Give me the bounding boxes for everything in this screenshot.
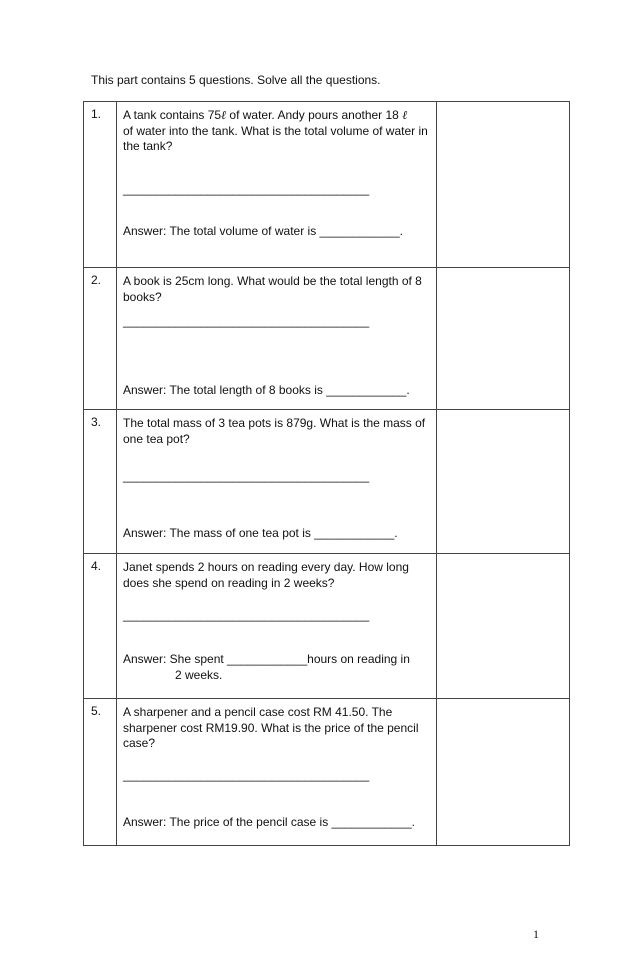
question-text: The total mass of 3 tea pots is 879g. What is the mass of one tea pot? bbox=[123, 416, 426, 446]
question-number: 2. bbox=[91, 273, 102, 287]
working-line: ______________________________________ bbox=[123, 469, 370, 483]
question-number: 1. bbox=[91, 107, 102, 121]
page-number: 1 bbox=[533, 927, 539, 941]
answer-line: Answer: The total length of 8 books is ____________. bbox=[123, 383, 410, 397]
question-row-3 bbox=[84, 410, 570, 554]
marks-cell bbox=[437, 699, 570, 846]
working-line: ______________________________________ bbox=[123, 314, 370, 328]
marks-cell bbox=[437, 102, 570, 268]
question-row-1 bbox=[84, 102, 570, 268]
answer-line: Answer: She spent ____________hours on reading in bbox=[123, 652, 410, 666]
marks-cell bbox=[437, 410, 570, 554]
question-cell bbox=[117, 699, 437, 846]
question-cell bbox=[117, 102, 437, 268]
answer-line: Answer: The mass of one tea pot is ____________. bbox=[123, 526, 398, 540]
question-text: Janet spends 2 hours on reading every day. How long does she spend on reading in 2 weeks? bbox=[123, 560, 409, 590]
question-text: A tank contains 75ℓ of water. Andy pours another 18 ℓ of water into the tank. What is the total volume of water in the tank? bbox=[123, 108, 428, 153]
question-number-cell bbox=[84, 699, 117, 846]
answer-line: Answer: The total volume of water is ____________. bbox=[123, 224, 403, 238]
question-number-cell bbox=[84, 554, 117, 699]
question-number-cell bbox=[84, 102, 117, 268]
marks-cell bbox=[437, 268, 570, 410]
question-text: A book is 25cm long. What would be the total length of 8 books? bbox=[123, 274, 422, 304]
litre-symbol: ℓ bbox=[221, 108, 227, 122]
question-cell bbox=[117, 554, 437, 699]
questions-table bbox=[83, 101, 570, 846]
question-row-2 bbox=[84, 268, 570, 410]
question-row-5 bbox=[84, 699, 570, 846]
instructions-text: This part contains 5 questions. Solve all the questions. bbox=[91, 73, 381, 87]
question-cell bbox=[117, 268, 437, 410]
question-text: A sharpener and a pencil case cost RM 41.50. The sharpener cost RM19.90. What is the price of the pencil case? bbox=[123, 705, 419, 750]
marks-cell bbox=[437, 554, 570, 699]
question-row-4 bbox=[84, 554, 570, 699]
question-number-cell bbox=[84, 410, 117, 554]
working-line: ______________________________________ bbox=[123, 768, 370, 782]
answer-line-continued: 2 weeks. bbox=[175, 668, 223, 682]
question-number-cell bbox=[84, 268, 117, 410]
question-number: 4. bbox=[91, 559, 102, 573]
question-cell bbox=[117, 410, 437, 554]
question-number: 3. bbox=[91, 415, 102, 429]
litre-symbol: ℓ bbox=[402, 108, 408, 122]
answer-line: Answer: The price of the pencil case is ____________. bbox=[123, 815, 415, 829]
working-line: ______________________________________ bbox=[123, 608, 370, 622]
working-line: ______________________________________ bbox=[123, 182, 370, 196]
question-number: 5. bbox=[91, 704, 102, 718]
